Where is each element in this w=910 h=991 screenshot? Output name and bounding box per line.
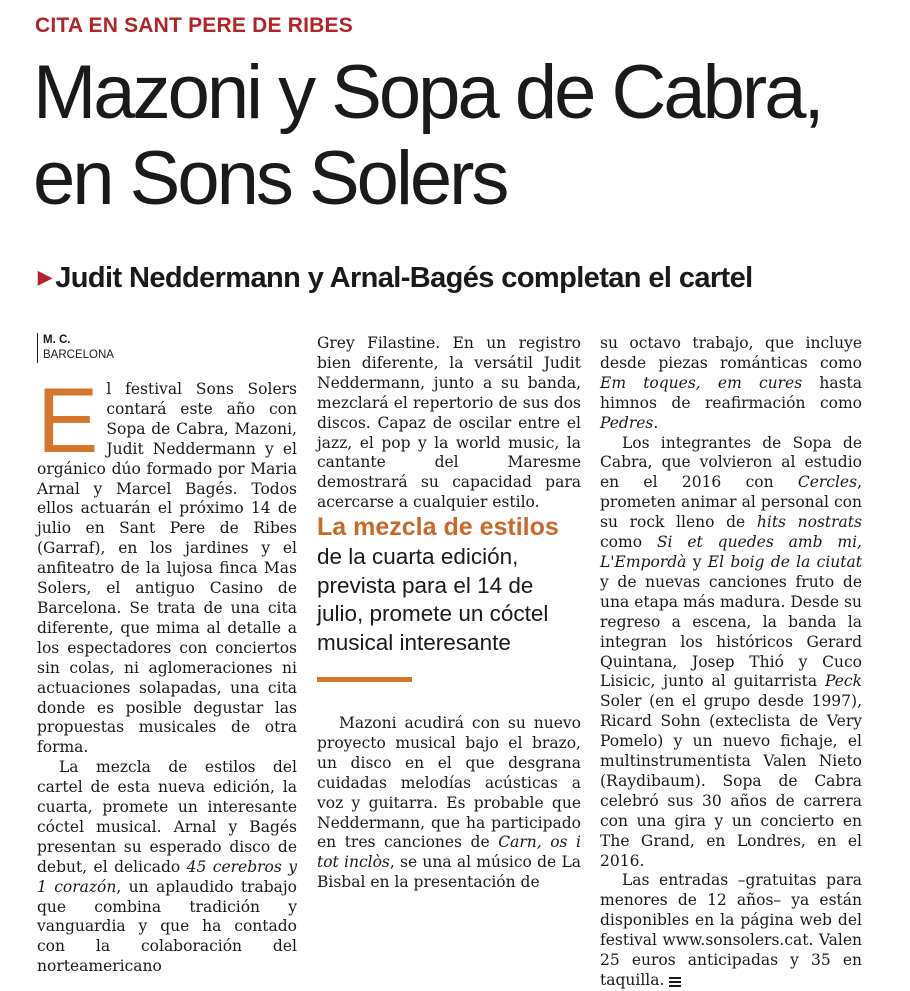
text-span: Mazoni acudirá con su nuevo proyecto musical bajo el brazo, un disco en el que desgrana cuidadas melodías acústicas a voz y guitarra. Es probable que Neddermann, que ha participado en tres canciones de (317, 714, 581, 852)
article-kicker: CITA EN SANT PERE DE RIBES (35, 14, 353, 37)
column-2-continued (317, 714, 581, 893)
column-3 (600, 334, 862, 991)
subhead-text: Judit Neddermann y Arnal-Bagés completan el cartel (55, 262, 753, 294)
text-span: y de nuevas canciones fruto de una etapa más madura. Desde su regreso a escena, la banda la integran los históricos Gerard Quintana, Josep Thió y Cuco Lisicic, junto al guitarrista (600, 572, 862, 691)
text-span: , se una al músico de La Bisbal en la presentación de (317, 853, 581, 892)
text-span: , un aplaudido trabajo que combina tradición y vanguardia y que ha contado con la colaboración del norteamericano (37, 877, 297, 976)
nickname: Peck (825, 672, 862, 691)
pull-quote (317, 512, 581, 682)
byline-location: BARCELONA (43, 349, 114, 361)
album-title: Cercles (797, 473, 858, 492)
album-title: Carn, os i tot inclòs (317, 833, 581, 872)
album-title: 45 cerebros y 1 corazón (37, 857, 297, 896)
paragraph-3: Grey Filastine. En un registro bien diferente, la versátil Judit Neddermann, junto a su banda, mezclará el repertorio de sus dos discos. Capaz de oscilar entre el jazz, el pop y la world music, la cantante del Maresme demostrará su capacidad para acercarse a cualquier estilo. (317, 334, 581, 512)
song-title: Em toques, em cures (600, 373, 803, 392)
paragraph-7 (600, 871, 862, 990)
text-span: su octavo trabajo, que incluye desde piezas románticas como (600, 334, 862, 372)
triangle-bullet-icon: ▶ (38, 267, 52, 287)
text-span: como (600, 533, 657, 552)
column-2 (317, 334, 581, 513)
text-span: y (686, 552, 708, 571)
text-span: . (653, 413, 659, 432)
drop-cap: E (37, 370, 99, 472)
song-title: El boig de la ciutat (707, 552, 862, 571)
paragraph-2 (37, 758, 297, 977)
text-span: Soler (en el grupo desde 1997), Ricard Sohn (exteclista de Very Pomelo) y un nuevo fichaje, el multinstrumentista Valen Nieto (Raydibaum). Sopa de Cabra celebró sus 30 años de carrera con una gira y un concierto en The Grand, en Londres, en el 2016. (600, 692, 862, 870)
italic-phrase: hits nostrats (756, 513, 862, 532)
paragraph-4 (317, 714, 581, 893)
paragraph-6 (600, 434, 862, 872)
byline (37, 333, 114, 363)
text-span: hasta himnos de reafirmación como (600, 373, 863, 412)
column-1 (37, 370, 297, 977)
text-span: , prometen animar al personal con su rock lleno de (600, 473, 862, 532)
text-span: La mezcla de estilos del cartel de esta nueva edición, la cuarta, promete un interesante cóctel musical. Arnal y Bagés presentan su esperado disco de debut, el delicado (37, 758, 297, 876)
end-mark-icon (669, 975, 681, 987)
article-headline: Mazoni y Sopa de Cabra, en Sons Solers (33, 50, 822, 221)
article-subhead (38, 262, 898, 295)
pull-quote-text: de la cuarta edición, prevista para el 14 de julio, promete un cóctel musical interesante (317, 544, 549, 655)
paragraph-1 (37, 370, 297, 758)
paragraph-5 (600, 334, 862, 434)
byline-author: M. C. (43, 334, 71, 346)
pull-quote-lead: La mezcla de estilos (317, 513, 559, 541)
text-span: Los integrantes de Sopa de Cabra, que volvieron al estudio en el 2016 con (600, 433, 862, 492)
song-title: Pedres (600, 413, 654, 432)
song-title: Si et quedes amb mi, L'Empordà (600, 533, 862, 571)
text-span: Las entradas –gratuitas para menores de 12 años– ya están disponibles en la página web del festival www.sonsolers.cat. Valen 25 euros anticipadas y 35 en taquilla. (600, 871, 862, 989)
paragraph-1-text: l festival Sons Solers contará este año con Sopa de Cabra, Mazoni, Judit Neddermann y el orgánico dúo formado por Maria Arnal y Marcel Bagés. Todos ellos actuarán el próximo 14 de julio en Sant Pere de Ribes (Garraf), en los jardines y el anfiteatro de la lujosa finca Mas Solers, el antiguo Casino de Barcelona. Se trata de una cita diferente, que mima al detalle a los espectadores con conciertos sin colas, ni aglomeraciones ni actuaciones solapadas, una cita donde es posible degustar las propuestas musicales de otra forma. (37, 380, 297, 757)
pull-quote-rule (317, 677, 412, 682)
